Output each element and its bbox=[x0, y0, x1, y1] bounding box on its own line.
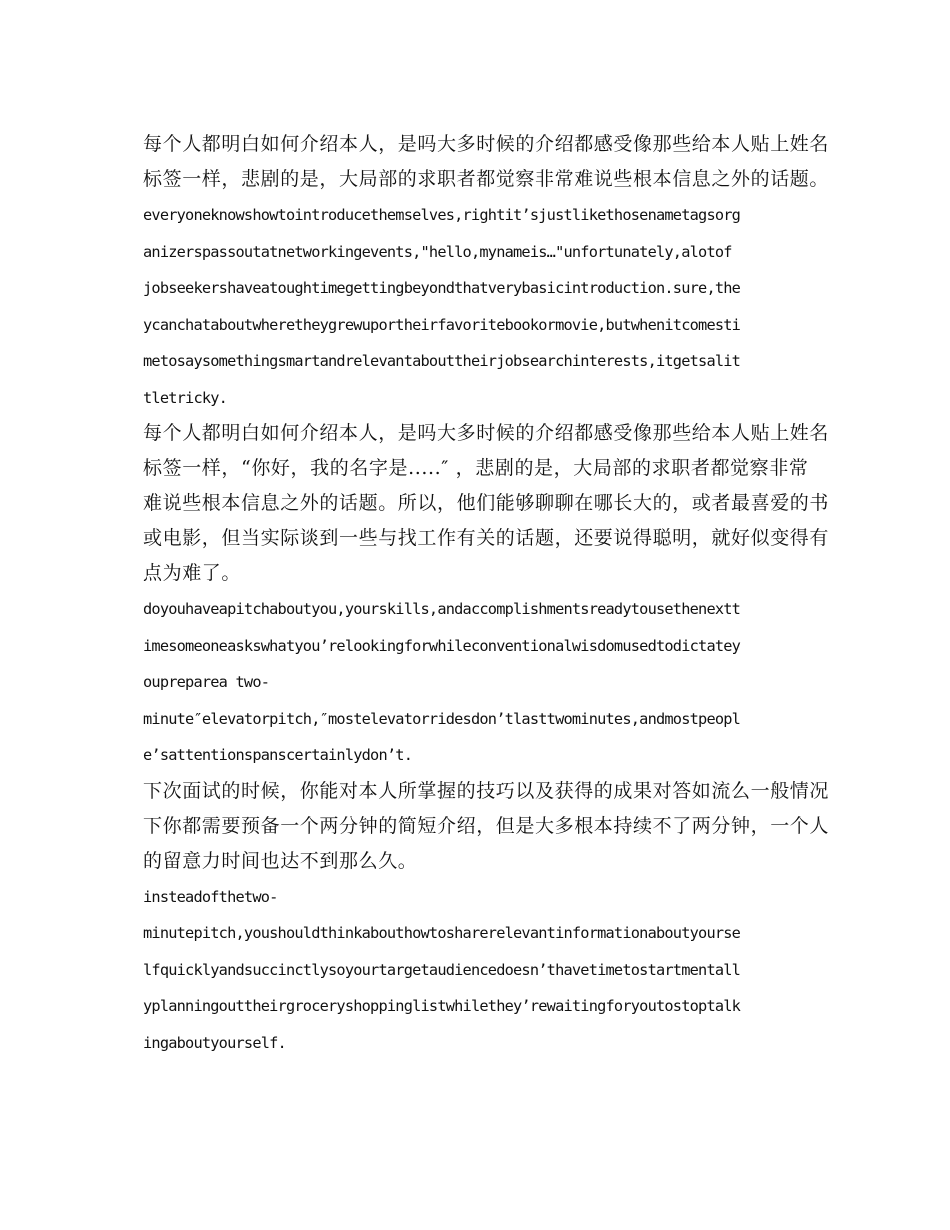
text-line: 难说些根本信息之外的话题。所以，他们能够聊聊在哪长大的，或者最喜爱的书 bbox=[143, 492, 830, 514]
text-line: imesomeoneaskswhatyou’relookingforwhileconventionalwisdomusedtodictatey bbox=[143, 636, 741, 655]
text-line: anizerspassoutatnetworkingevents,"hello,mynameis…"unfortunately,alotof bbox=[143, 242, 732, 261]
text-line: minutepitch,youshouldthinkabouthowtosharerelevantinformationaboutyourse bbox=[143, 924, 741, 942]
text-line: 每个人都明白如何介绍本人，是吗大多时候的介绍都感受像那些给本人贴上姓名 bbox=[143, 422, 830, 444]
text-line: tletricky. bbox=[143, 388, 228, 407]
text-line: 或电影，但当实际谈到一些与找工作有关的话题，还要说得聪明，就好似变得有 bbox=[143, 527, 830, 549]
text-line: ycanchataboutwheretheygrewuportheirfavoritebookormovie,butwhenitcomesti bbox=[143, 315, 741, 334]
text-line: doyouhaveapitchaboutyou,yourskills,andaccomplishmentsreadytousethenextt bbox=[143, 600, 741, 618]
text-line: lfquicklyandsuccinctlysoyourtargetaudiencedoesn’thavetimetostartmentall bbox=[143, 960, 741, 979]
text-line: everyoneknowshowtointroducethemselves,rightit’sjustlikethosenametagsorg bbox=[143, 206, 741, 224]
text-line: 标签一样，悲剧的是，大局部的求职者都觉察非常难说些根本信息之外的话题。 bbox=[143, 168, 830, 190]
text-line: e’sattentionspanscertainlydon’t. bbox=[143, 746, 413, 764]
paragraph-zh-translation-2 bbox=[143, 774, 830, 879]
text-line: yplanningouttheirgroceryshoppinglistwhilethey’rewaitingforyoutostoptalk bbox=[143, 997, 741, 1015]
text-line: 每个人都明白如何介绍本人，是吗大多时候的介绍都感受像那些给本人贴上姓名 bbox=[143, 133, 830, 155]
text-line: insteadofthetwo- bbox=[143, 887, 278, 906]
document-body bbox=[143, 127, 830, 1061]
text-line: 下你都需要预备一个两分钟的简短介绍，但是大多根本持续不了两分钟，一个人 bbox=[143, 814, 830, 837]
paragraph-zh-intro bbox=[143, 127, 830, 197]
paragraph-en-intro bbox=[143, 197, 808, 416]
text-line: 点为难了。 bbox=[143, 562, 242, 584]
text-line: metosaysomethingsmartandrelevantabouttheirjobsearchinterests,itgetsalit bbox=[143, 352, 741, 370]
text-line: ingaboutyourself. bbox=[143, 1033, 286, 1052]
paragraph-zh-translation-1 bbox=[143, 416, 830, 591]
text-line: oupreparea two- bbox=[143, 673, 270, 691]
text-line: jobseekershaveatoughtimegettingbeyondthatverybasicintroduction.sure,the bbox=[143, 279, 741, 297]
paragraph-en-instead bbox=[143, 879, 808, 1062]
text-line: 的留意力时间也达不到那么久。 bbox=[143, 849, 418, 872]
text-line: minute″elevatorpitch,″mostelevatorridesdon’tlasttwominutes,andmostpeopl bbox=[143, 709, 741, 728]
paragraph-en-pitch bbox=[143, 591, 808, 774]
text-line: 下次面试的时候，你能对本人所掌握的技巧以及获得的成果对答如流么一般情况 bbox=[143, 779, 830, 802]
text-line: 标签一样，“你好，我的名字是.....″ ，悲剧的是，大局部的求职者都觉察非常 bbox=[143, 457, 809, 479]
